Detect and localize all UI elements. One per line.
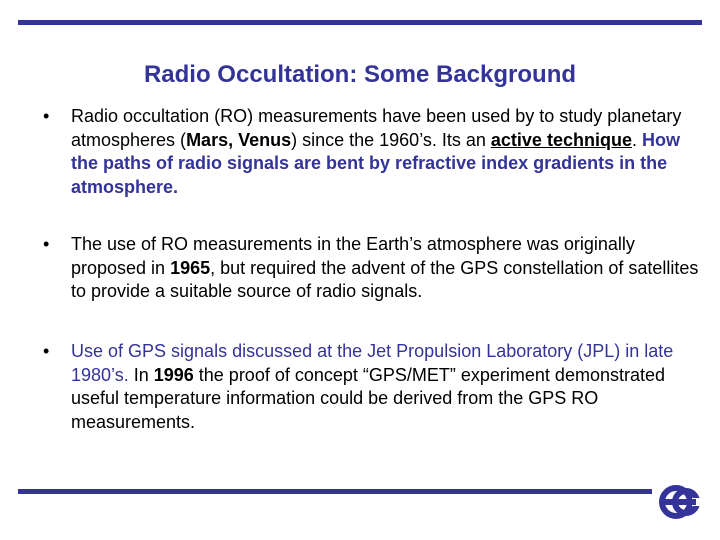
bullet-2-part-1: The use of RO measurements in the Earth’s atmosphere was originally proposed in: [71, 234, 635, 278]
bottom-rule: [18, 489, 652, 494]
bullet-1-planets: Mars, Venus: [186, 129, 292, 150]
bullet-2-text: [71, 233, 703, 304]
bullet-3: [43, 340, 703, 434]
bullet-3-part-4: the proof of concept “GPS/MET” experiment demonstrated useful temperature information could be derived from the GPS RO measurements.: [71, 364, 665, 432]
bullet-1-part-5: .: [631, 129, 642, 150]
bullet-3-marker: •: [43, 341, 50, 361]
bullet-3-year: 1996: [153, 364, 194, 385]
bullet-2-year: 1965: [170, 257, 211, 278]
bullet-1-highlight: How the paths of radio signals are bent by refractive index gradients in the atmosphere.: [71, 129, 680, 197]
bullet-1-part-3: ) since the 1960’s. Its an: [291, 129, 491, 150]
ecmwf-logo-icon: [658, 484, 702, 520]
bullet-1-marker: •: [43, 106, 50, 126]
bullet-1-text: [71, 105, 703, 199]
bullet-1-part-1: Radio occultation (RO) measurements have been used by to study planetary atmospheres (: [71, 106, 682, 150]
bullet-1: [43, 105, 703, 199]
top-rule: [18, 20, 702, 25]
bullet-3-text: [71, 340, 703, 434]
bullet-3-jpl: Use of GPS signals discussed at the Jet Propulsion Laboratory (JPL) in late 1980’s.: [71, 341, 674, 385]
slide-title: Radio Occultation: Some Background: [143, 61, 577, 88]
bullet-2-part-3: , but required the advent of the GPS constellation of satellites to provide a suitable source of radio signals.: [71, 257, 699, 301]
bullet-2-marker: •: [43, 234, 50, 254]
bullet-3-part-2: In: [128, 364, 154, 385]
bullet-1-active-technique: active technique: [490, 129, 632, 150]
bullet-2: [43, 233, 703, 304]
